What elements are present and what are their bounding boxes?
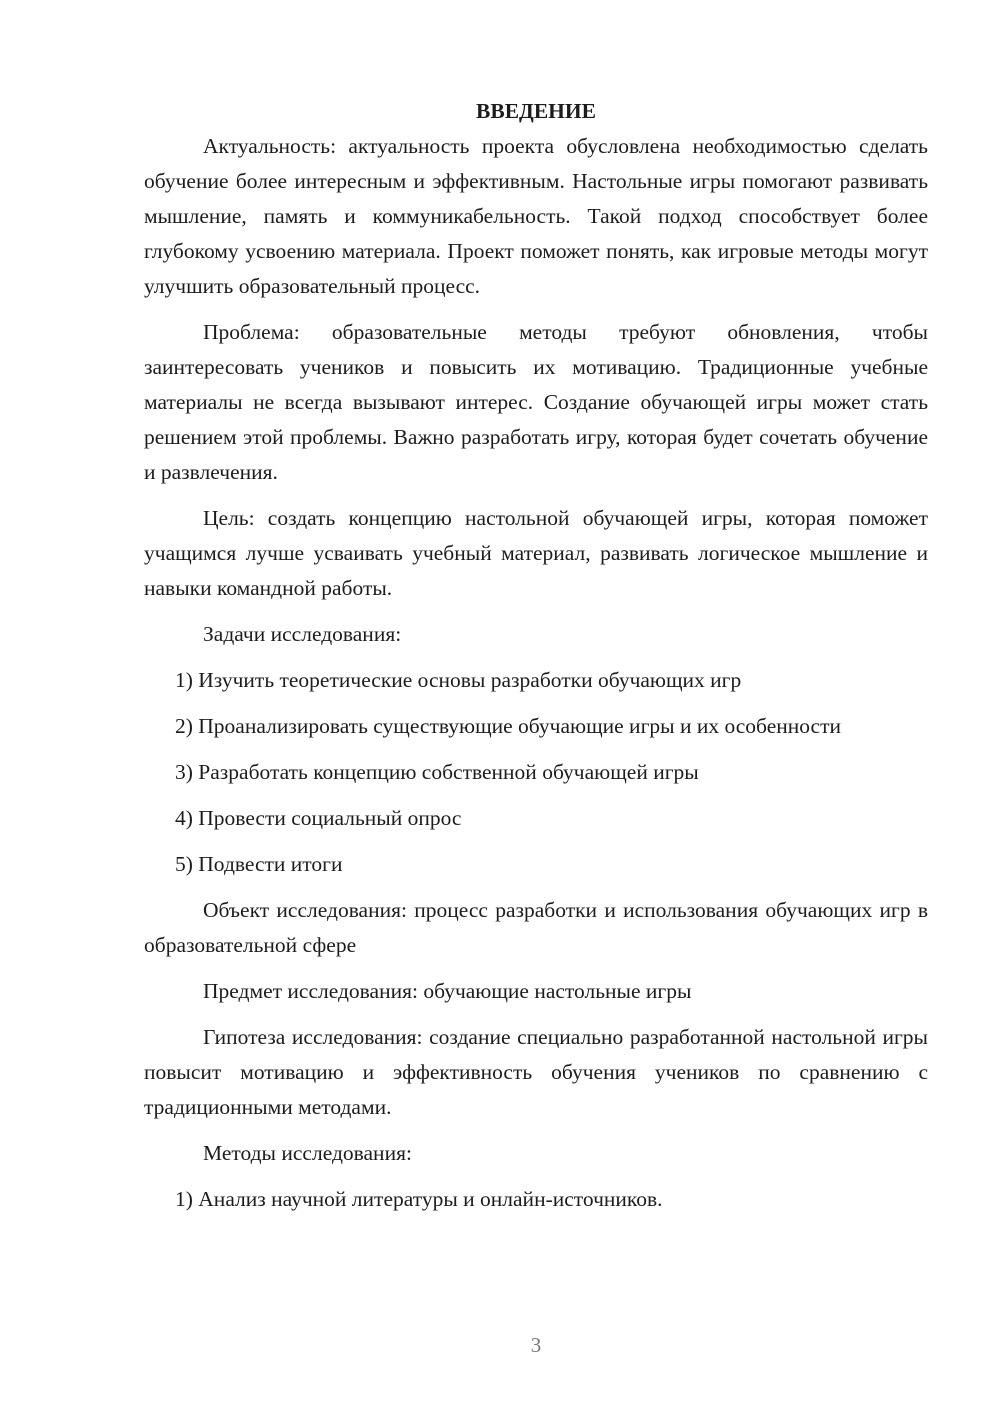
task-item-4: 4) Провести социальный опрос <box>175 806 462 830</box>
document-page <box>144 94 928 1228</box>
section-title: ВВЕДЕНИЕ <box>476 99 596 123</box>
paragraph-subject: Предмет исследования: обучающие настольные игры <box>203 979 692 1003</box>
paragraph-goal: Цель: создать концепцию настольной обучающей игры, которая поможет учащимся лучше усваивать учебный материал, развивать логическое мышление и навыки командной работы. <box>144 506 928 600</box>
paragraph-object: Объект исследования: процесс разработки и использования обучающих игр в образовательной сфере <box>144 898 928 957</box>
task-item-5: 5) Подвести итоги <box>175 852 343 876</box>
method-item-1: 1) Анализ научной литературы и онлайн-источников. <box>175 1187 663 1211</box>
task-item-3: 3) Разработать концепцию собственной обучающей игры <box>175 760 699 784</box>
paragraph-problem: Проблема: образовательные методы требуют обновления, чтобы заинтересовать учеников и повысить их мотивацию. Традиционные учебные материалы не всегда вызывают интерес. Создание обучающей игры может стать решением этой проблемы. Важно разработать игру, которая будет сочетать обучение и развлечения. <box>144 320 928 484</box>
methods-heading: Методы исследования: <box>203 1141 412 1165</box>
paragraph-hypothesis: Гипотеза исследования: создание специально разработанной настольной игры повысит мотивацию и эффективность обучения учеников по сравнению с традиционными методами. <box>144 1025 928 1119</box>
page-number: 3 <box>530 1333 542 1357</box>
task-item-2: 2) Проанализировать существующие обучающие игры и их особенности <box>175 714 841 738</box>
tasks-heading: Задачи исследования: <box>203 622 402 646</box>
paragraph-relevance: Актуальность: актуальность проекта обусловлена необходимостью сделать обучение более интересным и эффективным. Настольные игры помогают развивать мышление, память и коммуникабельность. Такой подход способствует более глубокому усвоению материала. Проект поможет понять, как игровые методы могут улучшить образовательный процесс. <box>144 134 928 298</box>
task-item-1: 1) Изучить теоретические основы разработки обучающих игр <box>175 668 742 692</box>
